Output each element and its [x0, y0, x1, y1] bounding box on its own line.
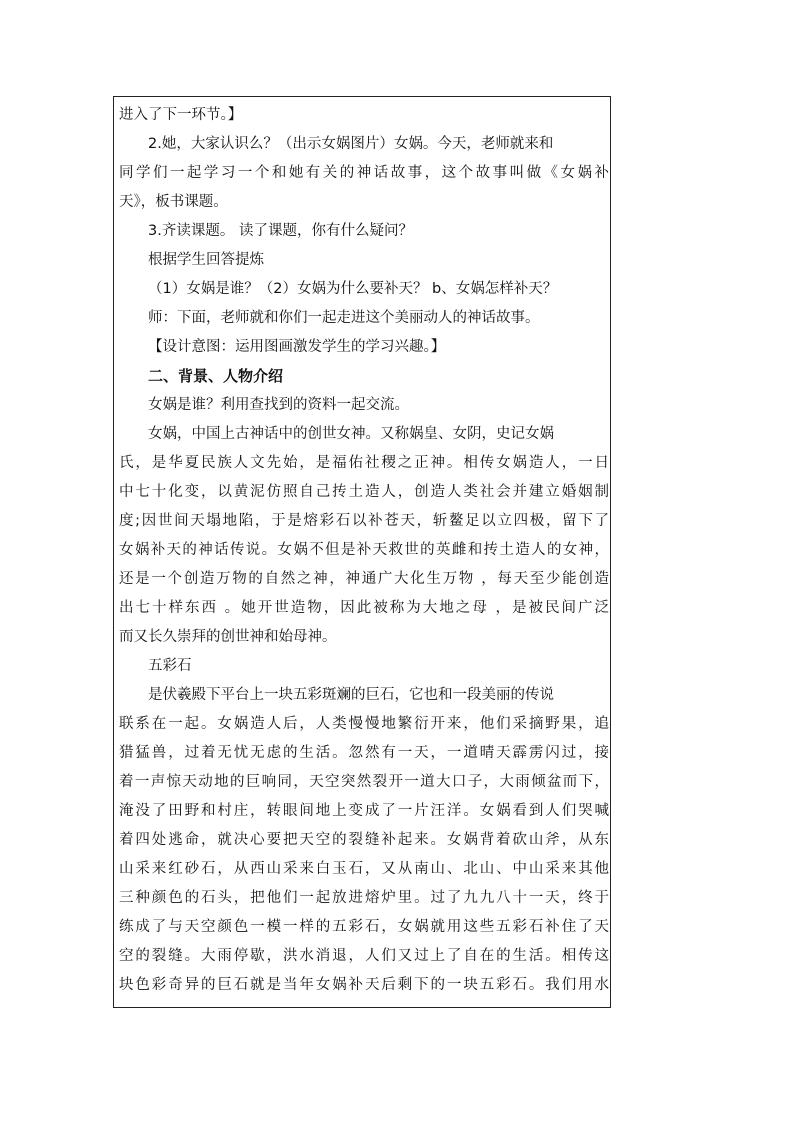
text-line: 猎猛兽，过着无忧无虑的生活。忽然有一天，一道晴天霹雳闪过，接	[119, 745, 609, 761]
text-line: 女娲，中国上古神话中的创世女神。又称娲皇、女阴，史记女娲	[148, 426, 554, 442]
text-line: 进入了下一环节。】	[119, 107, 243, 123]
lesson-text	[119, 101, 609, 1000]
text-line: 联系在一起。女娲造人后，人类慢慢地繁衍开来，他们采摘野果，追	[119, 716, 609, 732]
text-line: 中七十化变，以黄泥仿照自己抟土造人，创造人类社会并建立婚姻制	[119, 484, 609, 500]
text-line: 空的裂缝。大雨停歇，洪水消退，人们又过上了自在的生活。相传这	[119, 948, 609, 964]
text-line: 着四处逃命，就决心要把天空的裂缝补起来。女娲背着砍山斧，从东	[119, 832, 609, 848]
text-line: 着一声惊天动地的巨响同，天空突然裂开一道大口子，大雨倾盆而下，	[119, 774, 609, 790]
text-line: 【设计意图：运用图画激发学生的学习兴趣。】	[148, 339, 446, 355]
text-line: 还是一个创造万物的自然之神，神通广大化生万物 ，每天至少能创造	[119, 571, 609, 587]
text-line: 块色彩奇异的巨石就是当年女娲补天后剩下的一块五彩石。我们用水	[119, 977, 609, 993]
text-line: 三种颜色的石头，把他们一起放进熔炉里。过了九九八十一天，终于	[119, 890, 609, 906]
text-line: 女娲是谁？利用查找到的资料一起交流。	[148, 397, 409, 413]
text-line: 2.她，大家认识么？（出示女娲图片）女娲。今天，老师就来和	[148, 136, 554, 152]
text-line: 天》，板书课题。	[119, 194, 228, 210]
text-line: （1）女娲是谁？（2）女娲为什么要补天？ b、女娲怎样补天？	[148, 281, 558, 297]
text-line: 氏，是华夏民族人文先始，是福佑社稷之正神。相传女娲造人，一日	[119, 455, 609, 471]
text-line: 练成了与天空颜色一模一样的五彩石，女娲就用这些五彩石补住了天	[119, 919, 609, 935]
text-line: 女娲补天的神话传说。女娲不但是补天救世的英雌和抟土造人的女神，	[119, 542, 609, 558]
table-cell-frame	[113, 96, 611, 1008]
text-line: 淹没了田野和村庄，转眼间地上变成了一片汪洋。女娲看到人们哭喊	[119, 803, 609, 819]
text-line: 根据学生回答提炼	[148, 252, 264, 268]
text-line: 同学们一起学习一个和她有关的神话故事，这个故事叫做《女娲补	[119, 165, 609, 181]
subheading: 五彩石	[148, 658, 192, 674]
text-line: 而又长久崇拜的创世神和始母神。	[119, 629, 337, 645]
text-line: 3.齐读课题。 读了课题，你有什么疑问？	[148, 223, 413, 239]
text-line: 师：下面，老师就和你们一起走进这个美丽动人的神话故事。	[148, 310, 540, 326]
section-heading: 二、背景、人物介绍	[148, 367, 284, 385]
text-line: 是伏羲殿下平台上一块五彩斑斓的巨石，它也和一段美丽的传说	[148, 687, 554, 703]
text-line: 山采来红砂石，从西山采来白玉石，又从南山、北山、中山采来其他	[119, 861, 609, 877]
text-line: 度;因世间天塌地陷，于是熔彩石以补苍天，斩鳌足以立四极，留下了	[119, 513, 609, 529]
text-line: 出七十样东西 。她开世造物，因此被称为大地之母 ，是被民间广泛	[119, 600, 609, 616]
